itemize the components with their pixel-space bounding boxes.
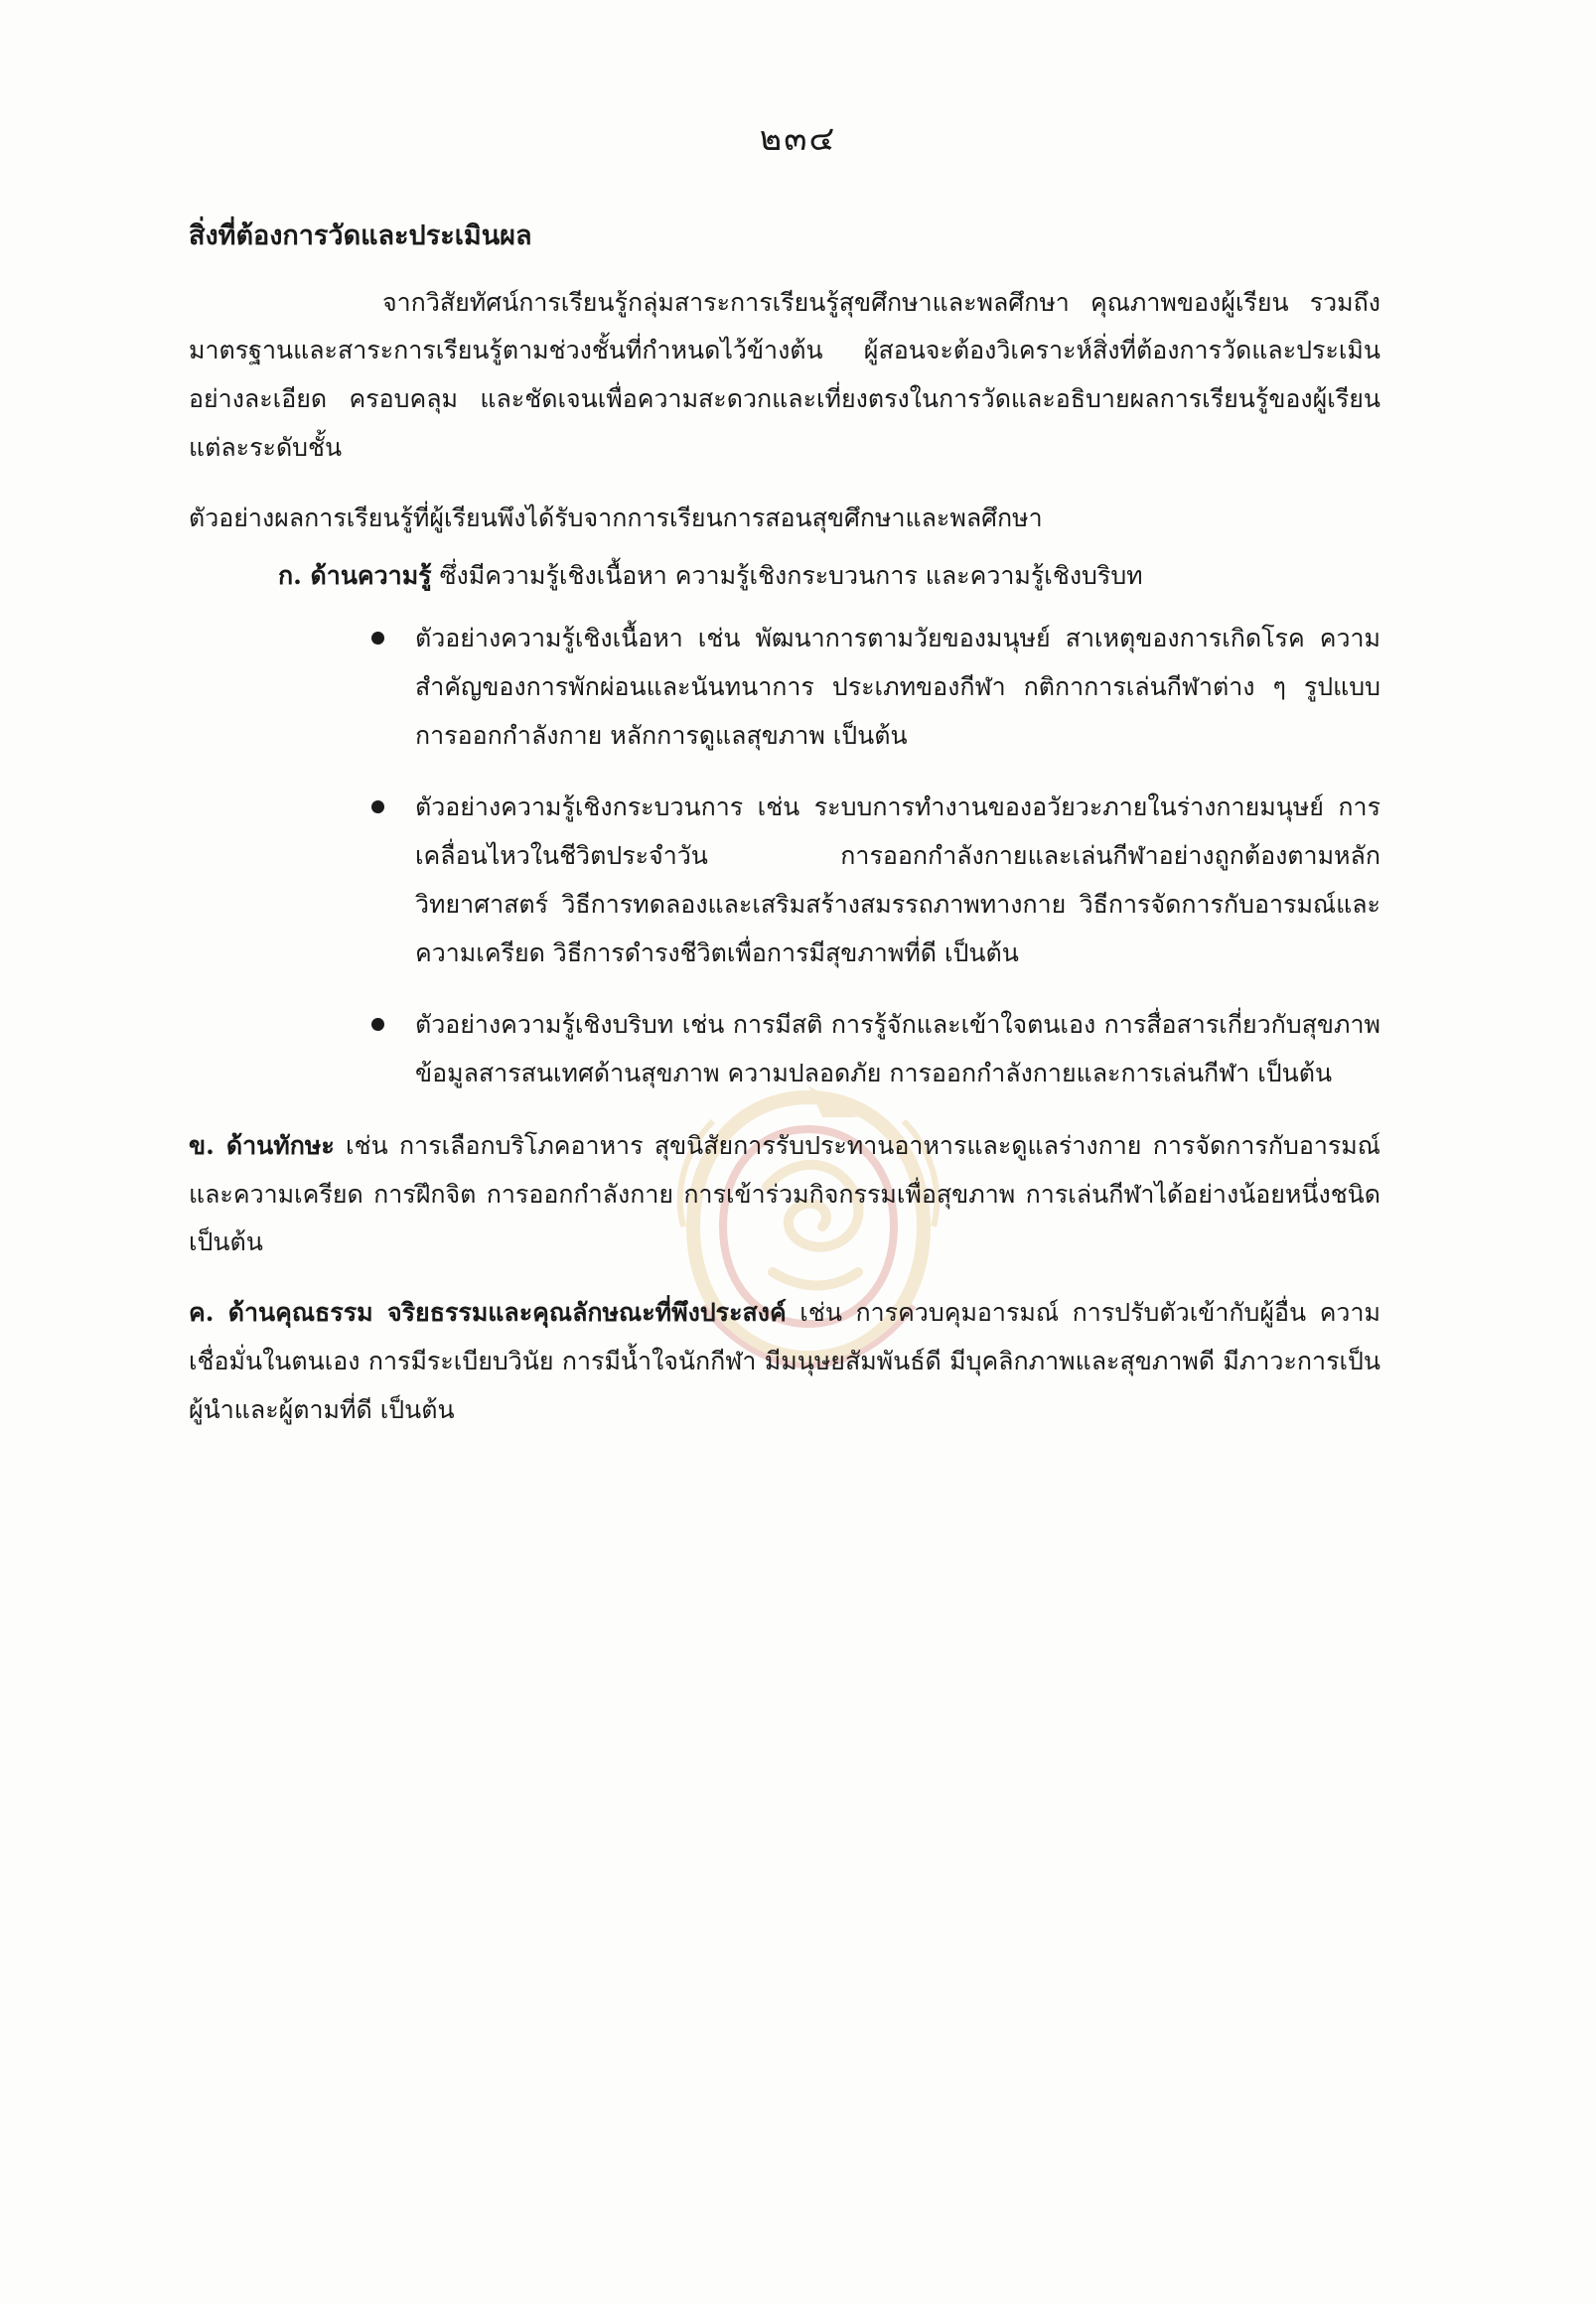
knowledge-bullet-list (189, 615, 1380, 1098)
skills-section (189, 1122, 1380, 1267)
intro-paragraph: จากวิสัยทัศน์การเรียนรู้กลุ่มสาระการเรียนรู้สุขศึกษาและพลศึกษา คุณภาพของผู้เรียน รวมถึงมาตรฐานและสาระการเรียนรู้ตามช่วงชั้นที่กำหนดไว้ข้างต้น ผู้สอนจะต้องวิเคราะห์สิ่งที่ต้องการวัดและประเมินอย่างละเอียด ครอบคลุม และชัดเจนเพื่อความสะดวกและเที่ยงตรงในการวัดและอธิบายผลการเรียนรู้ของผู้เรียนแต่ละระดับชั้น (189, 287, 1380, 462)
bullet-text-content: ตัวอย่างความรู้เชิงเนื้อหา เช่น พัฒนาการตามวัยของมนุษย์ สาเหตุของการเกิดโรค ความสำคัญของการพักผ่อนและนันทนาการ ประเภทของกีฬา กติกาการเล่นกีฬาต่าง ๆ รูปแบบการออกกำลังกาย หลักการดูแลสุขภาพ เป็นต้น (415, 624, 1380, 750)
bullet-text-context: ตัวอย่างความรู้เชิงบริบท เช่น การมีสติ การรู้จักและเข้าใจตนเอง การสื่อสารเกี่ยวกับสุขภาพ ข้อมูลสารสนเทศด้านสุขภาพ ความปลอดภัย การออกกำลังกายและการเล่นกีฬา เป็นต้น (415, 1010, 1380, 1088)
bullet-icon (371, 632, 384, 645)
morals-label: ค. ด้านคุณธรรม จริยธรรมและคุณลักษณะที่พึงประสงค์ (189, 1298, 787, 1328)
list-item (415, 1001, 1380, 1098)
bullet-icon (371, 1018, 384, 1031)
section-heading: สิ่งที่ต้องการวัดและประเมินผล (189, 220, 532, 251)
document-body (189, 211, 1380, 1456)
knowledge-title (278, 552, 1380, 601)
knowledge-section (189, 552, 1380, 601)
morals-text: เช่น การควบคุมอารมณ์ การปรับตัวเข้ากับผู้อื่น ความเชื่อมั่นในตนเอง การมีระเบียบวินัย การมีน้ำใจนักกีฬา มีมนุษยสัมพันธ์ดี มีบุคลิกภาพและสุขภาพดี มีภาวะการเป็นผู้นำและผู้ตามที่ดี เป็นต้น (189, 1298, 1380, 1424)
skills-text: เช่น การเลือกบริโภคอาหาร สุขนิสัยการรับประทานอาหารและดูแลร่างกาย การจัดการกับอารมณ์และความเครียด การฝึกจิต การออกกำลังกาย การเข้าร่วมกิจกรรมเพื่อสุขภาพ การเล่นกีฬาได้อย่างน้อยหนึ่งชนิด เป็นต้น (189, 1130, 1380, 1257)
list-item (415, 615, 1380, 760)
skills-label: ข. ด้านทักษะ (189, 1130, 335, 1160)
knowledge-label: ก. ด้านความรู้ (278, 561, 432, 591)
bullet-icon (371, 800, 384, 813)
examples-title: ตัวอย่างผลการเรียนรู้ที่ผู้เรียนพึงได้รับจากการเรียนการสอนสุขศึกษาและพลศึกษา (189, 503, 1043, 532)
knowledge-text: ซึ่งมีความรู้เชิงเนื้อหา ความรู้เชิงกระบวนการ และความรู้เชิงบริบท (431, 561, 1143, 591)
list-item (415, 784, 1380, 977)
page-number: ๒๓๔ (759, 119, 837, 159)
morals-section (189, 1289, 1380, 1434)
bullet-text-process: ตัวอย่างความรู้เชิงกระบวนการ เช่น ระบบการทำงานของอวัยวะภายในร่างกายมนุษย์ การเคลื่อนไหวในชีวิตประจำวัน การออกกำลังกายและเล่นกีฬาอย่างถูกต้องตามหลักวิทยาศาสตร์ วิธีการทดลองและเสริมสร้างสมรรถภาพทางกาย วิธีการจัดการกับอารมณ์และความเครียด วิธีการดำรงชีวิตเพื่อการมีสุขภาพที่ดี เป็นต้น (415, 792, 1380, 967)
